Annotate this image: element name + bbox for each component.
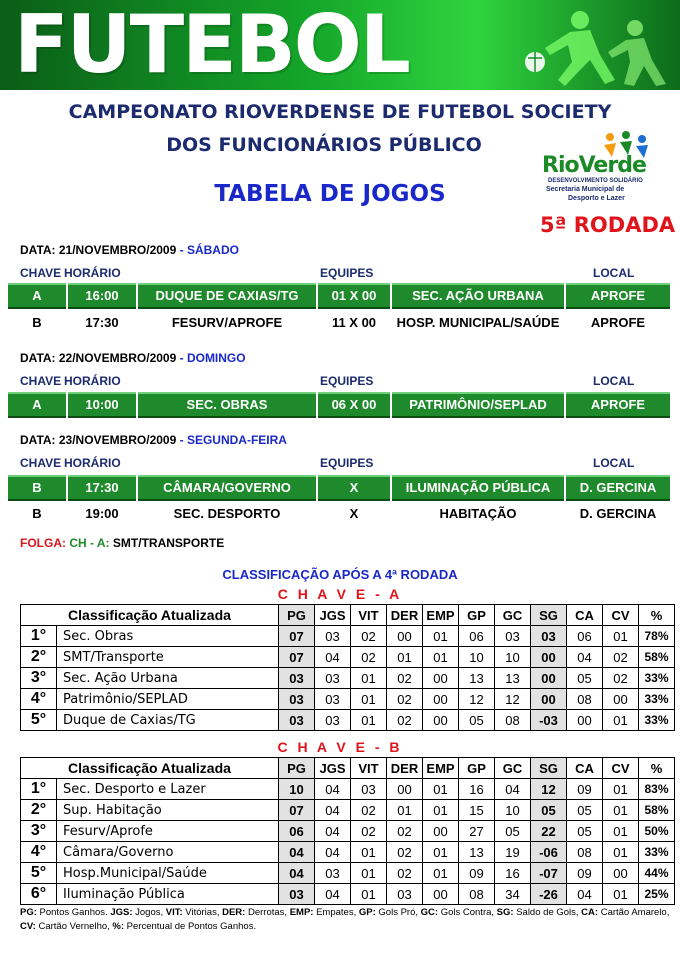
col-horario: HORÁRIO [64,266,121,280]
table-row [21,821,675,842]
col-chave: CHAVE [20,266,62,280]
stat-cell: 04 [495,779,531,800]
stat-cell: 04 [315,779,351,800]
date-label [20,351,246,365]
stat-cell: 13 [459,668,495,689]
legend-desc: Empates, [313,907,359,918]
header-cell: JGS [315,605,351,626]
stat-cell: 02 [351,821,387,842]
legend-desc: Cartão Amarelo, [598,907,670,918]
stat-cell: 04 [315,842,351,863]
table-row [21,647,675,668]
stat-cell: 08 [459,884,495,905]
stat-cell: 16 [459,779,495,800]
stat-cell: 03 [279,710,315,731]
header-cell: JGS [315,758,351,779]
header-cell: PG [279,605,315,626]
stat-cell: 44% [639,863,675,884]
legend-key: GP: [358,907,376,918]
date-label [20,243,239,257]
stat-cell: 01 [603,710,639,731]
stat-cell: 03 [351,779,387,800]
stat-cell: 01 [351,710,387,731]
position-cell: 3° [21,821,57,842]
game-score: X [318,475,390,501]
stat-cell: 00 [423,821,459,842]
stat-cell: 15 [459,800,495,821]
stat-cell: 33% [639,689,675,710]
stat-cell: 02 [351,800,387,821]
col-equipes: EQUIPES [320,266,374,280]
classification-title: CLASSIFICAÇÃO APÓS A 4ª RODADA [222,567,458,582]
stat-cell: 02 [351,647,387,668]
stat-cell: 12 [459,689,495,710]
stat-cell: 02 [387,863,423,884]
header-cell: GC [495,605,531,626]
stat-cell: 50% [639,821,675,842]
table-row [21,710,675,731]
legend-desc: Cartão Vernelho, [35,921,113,932]
stat-cell: 01 [423,863,459,884]
championship-title-line1: CAMPEONATO RIOVERDENSE DE FUTEBOL SOCIETY [68,101,612,123]
stat-cell: -03 [531,710,567,731]
legend-desc: Jogos, [132,907,166,918]
legend-desc: Gols Contra, [438,907,497,918]
weekday-text: - SÁBADO [179,243,239,257]
stat-cell: -07 [531,863,567,884]
table-row [21,842,675,863]
stat-cell: 00 [423,689,459,710]
stat-cell: 01 [423,779,459,800]
stat-cell: 03 [387,884,423,905]
stat-cell: 05 [531,800,567,821]
stat-cell: 04 [279,842,315,863]
position-cell: 5° [21,863,57,884]
stat-cell: 03 [315,668,351,689]
team-cell: Sec. Desporto e Lazer [57,779,279,800]
stat-cell: 22 [531,821,567,842]
header-cell: CA [567,758,603,779]
game-local: APROFE [566,283,670,309]
position-cell: 4° [21,842,57,863]
game-local: D. GERCINA [566,501,670,527]
folga-chave: CH - A: [69,536,110,550]
stat-cell: 01 [423,842,459,863]
stat-cell: 01 [603,800,639,821]
header-cell: VIT [351,758,387,779]
legend-key: VIT: [165,907,183,918]
legend-desc: Percentual de Pontos Ganhos. [124,921,257,932]
table-row [21,689,675,710]
game-home: FESURV/APROFE [138,310,316,336]
table-row [21,884,675,905]
table-row [21,668,675,689]
stat-cell: 02 [387,821,423,842]
stat-cell: 13 [495,668,531,689]
stat-cell: 00 [423,884,459,905]
team-cell: Sec. Ação Urbana [57,668,279,689]
stat-cell: 09 [459,863,495,884]
stat-cell: 00 [531,668,567,689]
header-cell: DER [387,605,423,626]
position-cell: 5° [21,710,57,731]
stat-cell: 04 [315,884,351,905]
stat-cell: 05 [495,821,531,842]
table-row [21,626,675,647]
date-label [20,433,287,447]
header-cell: CA [567,605,603,626]
stat-cell: 02 [387,689,423,710]
team-cell: Duque de Caxias/TG [57,710,279,731]
stat-cell: 33% [639,710,675,731]
col-horario: HORÁRIO [64,456,121,470]
header-cell: VIT [351,605,387,626]
game-chave: A [8,283,66,309]
group-b-table [20,757,675,905]
stat-cell: 00 [531,647,567,668]
stat-cell: 01 [351,668,387,689]
games-column-header [20,266,670,282]
col-local: LOCAL [593,456,635,470]
table-title: TABELA DE JOGOS [214,181,446,207]
stat-cell: 16 [495,863,531,884]
weekday-text: - SEGUNDA-FEIRA [179,433,287,447]
game-row [8,501,670,527]
stat-cell: 02 [387,710,423,731]
game-time: 16:00 [68,283,136,309]
stat-cell: 01 [603,842,639,863]
stat-cell: 25% [639,884,675,905]
stat-cell: 05 [567,800,603,821]
position-cell: 2° [21,800,57,821]
game-score: 06 X 00 [318,392,390,418]
game-home: SEC. DESPORTO [138,501,316,527]
col-local: LOCAL [593,374,635,388]
game-away: ILUMINAÇÃO PÚBLICA [392,475,564,501]
legend-desc: Vitórias, [182,907,223,918]
stat-cell: 03 [495,626,531,647]
game-local: D. GERCINA [566,475,670,501]
game-home: DUQUE DE CAXIAS/TG [138,283,316,309]
stat-cell: -06 [531,842,567,863]
stat-cell: 06 [279,821,315,842]
stat-cell: 02 [387,668,423,689]
stat-cell: 08 [567,842,603,863]
stat-cell: 02 [351,626,387,647]
group-a-title: C H A V E - A [277,586,403,602]
legend-desc: Pontos Ganhos. [36,907,111,918]
stat-cell: 00 [531,689,567,710]
stat-cell: 00 [423,710,459,731]
players-silhouette-icon [430,0,680,90]
header-cell: CV [603,605,639,626]
team-cell: Fesurv/Aprofe [57,821,279,842]
round-label: 5ª RODADA [540,213,676,237]
championship-title-line2: DOS FUNCIONÁRIOS PÚBLICO [166,134,482,156]
stat-cell: 05 [567,821,603,842]
col-chave: CHAVE [20,374,62,388]
legend-key: DER: [222,907,246,918]
stat-cell: 08 [495,710,531,731]
legend-key: JGS: [110,907,133,918]
col-equipes: EQUIPES [320,456,374,470]
date-text: DATA: 23/NOVEMBRO/2009 [20,433,177,447]
stat-cell: -26 [531,884,567,905]
position-cell: 3° [21,668,57,689]
stat-cell: 01 [603,779,639,800]
stat-cell: 01 [351,689,387,710]
stat-cell: 06 [459,626,495,647]
stat-cell: 03 [279,668,315,689]
legend-key: %: [112,921,125,932]
game-score: 01 X 00 [318,283,390,309]
stat-cell: 07 [279,626,315,647]
folga-label: FOLGA: [20,536,66,550]
header-cell: % [639,758,675,779]
stat-cell: 00 [567,710,603,731]
game-time: 17:30 [68,310,136,336]
stat-cell: 01 [423,647,459,668]
team-cell: Patrimônio/SEPLAD [57,689,279,710]
team-cell: SMT/Transporte [57,647,279,668]
folga-note [20,536,224,550]
game-away: HABITAÇÃO [392,501,564,527]
stat-cell: 02 [603,647,639,668]
stat-cell: 34 [495,884,531,905]
stat-cell: 04 [315,800,351,821]
stat-cell: 10 [495,647,531,668]
stat-cell: 01 [351,863,387,884]
legend-desc: Gols Pró, [375,907,421,918]
game-away: HOSP. MUNICIPAL/SAÚDE [392,310,564,336]
col-equipes: EQUIPES [320,374,374,388]
header-cell: GP [459,758,495,779]
game-chave: B [8,475,66,501]
stat-cell: 03 [315,710,351,731]
stat-cell: 01 [351,842,387,863]
game-row [8,283,670,309]
stat-cell: 78% [639,626,675,647]
stat-cell: 03 [531,626,567,647]
stat-cell: 83% [639,779,675,800]
banner-title: FUTEBOL [14,0,409,90]
stat-cell: 01 [423,800,459,821]
game-local: APROFE [566,310,670,336]
game-chave: A [8,392,66,418]
legend-desc: Derrotas, [245,907,290,918]
folga-team: SMT/TRANSPORTE [112,536,225,550]
stat-cell: 01 [603,626,639,647]
game-score: 11 X 00 [318,310,390,336]
stat-cell: 03 [315,689,351,710]
stat-cell: 06 [567,626,603,647]
stat-cell: 04 [279,863,315,884]
game-home: CÂMARA/GOVERNO [138,475,316,501]
legend [20,906,670,934]
team-cell: Sup. Habitação [57,800,279,821]
team-cell: Iluminação Pública [57,884,279,905]
game-chave: B [8,501,66,527]
legend-key: EMP: [289,907,314,918]
table-row [21,800,675,821]
game-chave: B [8,310,66,336]
stat-cell: 00 [387,626,423,647]
weekday-text: - DOMINGO [179,351,246,365]
header-cell: PG [279,758,315,779]
stat-cell: 03 [315,626,351,647]
stat-cell: 01 [603,821,639,842]
game-time: 10:00 [68,392,136,418]
stat-cell: 02 [387,842,423,863]
legend-key: SG: [496,907,514,918]
header-title: Classificação Atualizada [21,605,279,626]
stat-cell: 12 [495,689,531,710]
stat-cell: 01 [351,884,387,905]
team-cell: Hosp.Municipal/Saúde [57,863,279,884]
stat-cell: 05 [567,668,603,689]
stat-cell: 58% [639,800,675,821]
legend-key: CA: [581,907,599,918]
game-row [8,310,670,336]
banner [0,0,680,90]
game-time: 17:30 [68,475,136,501]
stat-cell: 00 [603,689,639,710]
games-column-header [20,374,670,390]
stat-cell: 07 [279,647,315,668]
table-row [21,779,675,800]
game-away: SEC. AÇÃO URBANA [392,283,564,309]
col-chave: CHAVE [20,456,62,470]
date-text: DATA: 21/NOVEMBRO/2009 [20,243,177,257]
table-header-row [21,605,675,626]
stat-cell: 19 [495,842,531,863]
header-cell: EMP [423,758,459,779]
stat-cell: 01 [423,626,459,647]
stat-cell: 33% [639,668,675,689]
header-cell: EMP [423,605,459,626]
logo-name: RioVerde [542,153,646,178]
game-row [8,392,670,418]
stat-cell: 02 [603,668,639,689]
logo-tagline: DESENVOLVIMENTO SOLIDÁRIO [548,178,643,184]
stat-cell: 03 [279,689,315,710]
header-cell: GP [459,605,495,626]
header-cell: GC [495,758,531,779]
stat-cell: 09 [567,779,603,800]
legend-desc: Saldo de Gols, [513,907,582,918]
stat-cell: 04 [567,647,603,668]
team-cell: Sec. Obras [57,626,279,647]
games-column-header [20,456,670,472]
game-score: X [318,501,390,527]
stat-cell: 33% [639,842,675,863]
stat-cell: 04 [315,821,351,842]
header-cell: SG [531,758,567,779]
stat-cell: 03 [315,863,351,884]
header-cell: CV [603,758,639,779]
stat-cell: 03 [279,884,315,905]
stat-cell: 27 [459,821,495,842]
rioverde-logo [538,129,664,205]
header-cell: DER [387,758,423,779]
game-home: SEC. OBRAS [138,392,316,418]
game-away: PATRIMÔNIO/SEPLAD [392,392,564,418]
game-row [8,475,670,501]
stat-cell: 07 [279,800,315,821]
stat-cell: 10 [495,800,531,821]
stat-cell: 04 [567,884,603,905]
position-cell: 1° [21,779,57,800]
stat-cell: 01 [387,800,423,821]
logo-secretaria: Secretaria Municipal de [546,186,625,193]
stat-cell: 01 [387,647,423,668]
col-local: LOCAL [593,266,635,280]
stat-cell: 01 [603,884,639,905]
stat-cell: 10 [279,779,315,800]
stat-cell: 00 [603,863,639,884]
legend-key: PG: [20,907,37,918]
stat-cell: 13 [459,842,495,863]
stat-cell: 58% [639,647,675,668]
header-title: Classificação Atualizada [21,758,279,779]
game-local: APROFE [566,392,670,418]
group-b-title: C H A V E - B [277,739,403,755]
stat-cell: 05 [459,710,495,731]
position-cell: 6° [21,884,57,905]
logo-desporto: Desporto e Lazer [568,195,625,202]
stat-cell: 00 [387,779,423,800]
header-cell: % [639,605,675,626]
game-time: 19:00 [68,501,136,527]
team-cell: Câmara/Governo [57,842,279,863]
table-header-row [21,758,675,779]
group-a-table [20,604,675,731]
date-text: DATA: 22/NOVEMBRO/2009 [20,351,177,365]
legend-key: GC: [420,907,439,918]
table-row [21,863,675,884]
stat-cell: 04 [315,647,351,668]
position-cell: 1° [21,626,57,647]
stat-cell: 10 [459,647,495,668]
legend-key: CV: [20,921,36,932]
col-horario: HORÁRIO [64,374,121,388]
stat-cell: 12 [531,779,567,800]
stat-cell: 09 [567,863,603,884]
header-cell: SG [531,605,567,626]
stat-cell: 00 [423,668,459,689]
stat-cell: 08 [567,689,603,710]
position-cell: 2° [21,647,57,668]
position-cell: 4° [21,689,57,710]
